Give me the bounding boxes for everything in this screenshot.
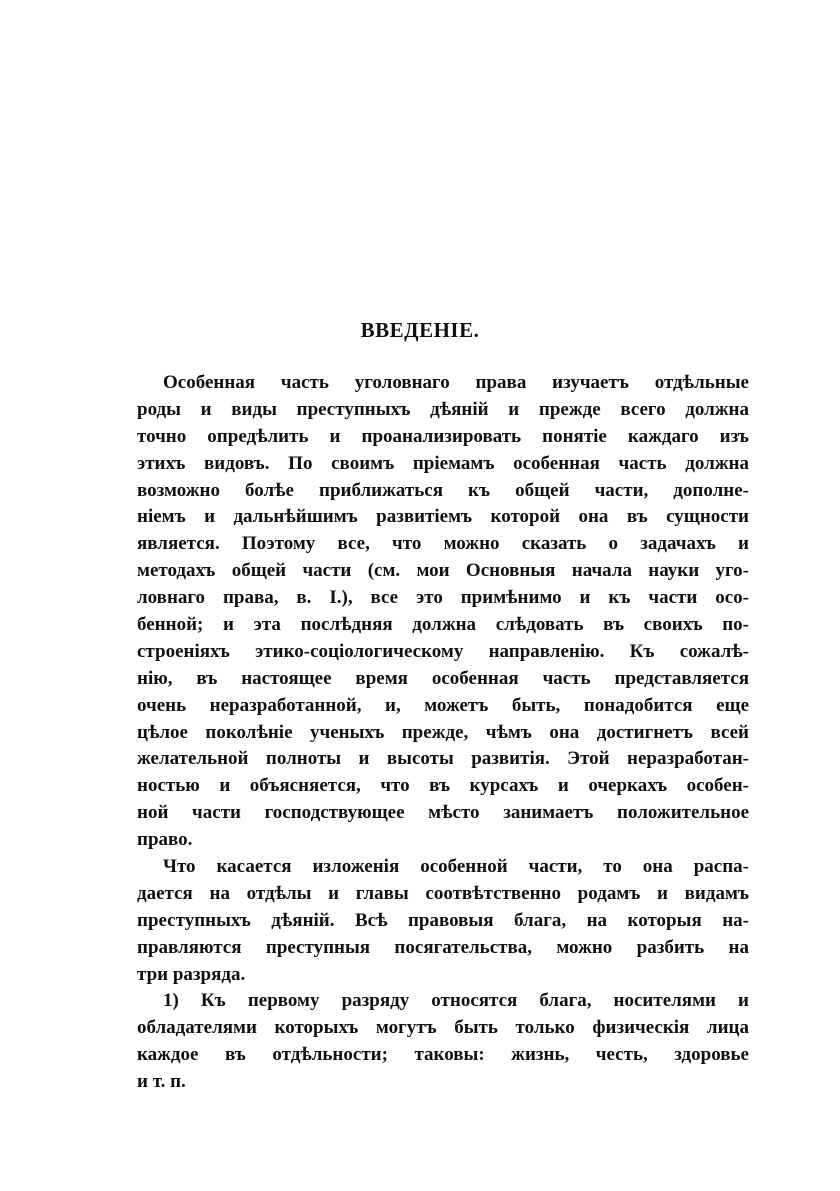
- text-line: ностью и объясняется, что въ курсахъ и очеркахъ особен-: [137, 775, 749, 797]
- text-line: Особенная часть уголовнаго права изучаетъ отдѣльные: [163, 372, 749, 393]
- text-line: роды и виды преступныхъ дѣяній и прежде всего должна: [137, 398, 749, 420]
- text-line: точно опредѣлить и проанализировать понятіе каждаго изъ: [137, 425, 749, 447]
- text-line: три разряда.: [137, 963, 246, 985]
- text-line: обладателями которыхъ могутъ быть только физическія лица: [137, 1017, 749, 1039]
- text-line: методахъ общей части (см. мои Основныя начала науки уго-: [137, 560, 749, 582]
- text-line: Что касается изложенія особенной части, то она распа-: [163, 856, 749, 878]
- text-line: очень неразработанной, и, можетъ быть, понадобится еще: [137, 694, 749, 716]
- text-line: ной части господствующее мѣсто занимаетъ положительное: [137, 802, 749, 824]
- text-line: возможно болѣе приближаться къ общей части, дополне-: [137, 479, 749, 501]
- page-title: ВВЕДЕНІЕ.: [360, 318, 480, 342]
- text-line: 1) Къ первому разряду относятся блага, носителями и: [163, 990, 749, 1012]
- body-text: [137, 370, 749, 1096]
- text-line: право.: [137, 829, 193, 851]
- text-line: правляются преступныя посягательства, можно разбить на: [137, 936, 749, 958]
- text-line: ловнаго права, в. I.), все это примѣнимо и къ части осо-: [137, 587, 749, 609]
- text-line: нію, въ настоящее время особенная часть представляется: [137, 667, 749, 689]
- text-line: преступныхъ дѣяній. Всѣ правовыя блага, на которыя на-: [137, 909, 749, 931]
- text-line: ніемъ и дальнѣйшимъ развитіемъ которой она въ сущности: [137, 506, 749, 528]
- text-line: является. Поэтому все, что можно сказать о задачахъ и: [137, 533, 749, 555]
- text-line: этихъ видовъ. По своимъ пріемамъ особенная часть должна: [137, 452, 749, 474]
- text-line: цѣлое поколѣніе ученыхъ прежде, чѣмъ она достигнетъ всей: [137, 721, 749, 743]
- text-line: дается на отдѣлы и главы соотвѣтственно родамъ и видамъ: [137, 882, 749, 904]
- text-line: бенной; и эта послѣдняя должна слѣдовать въ своихъ по-: [137, 614, 749, 636]
- text-line: каждое въ отдѣльности; таковы: жизнь, честь, здоровье: [137, 1044, 749, 1066]
- text-line: желательной полноты и высоты развитія. Этой неразработан-: [137, 748, 749, 770]
- text-line: строеніяхъ этико-соціологическому направленію. Къ сожалѣ-: [137, 640, 749, 662]
- text-line: и т. п.: [137, 1071, 186, 1093]
